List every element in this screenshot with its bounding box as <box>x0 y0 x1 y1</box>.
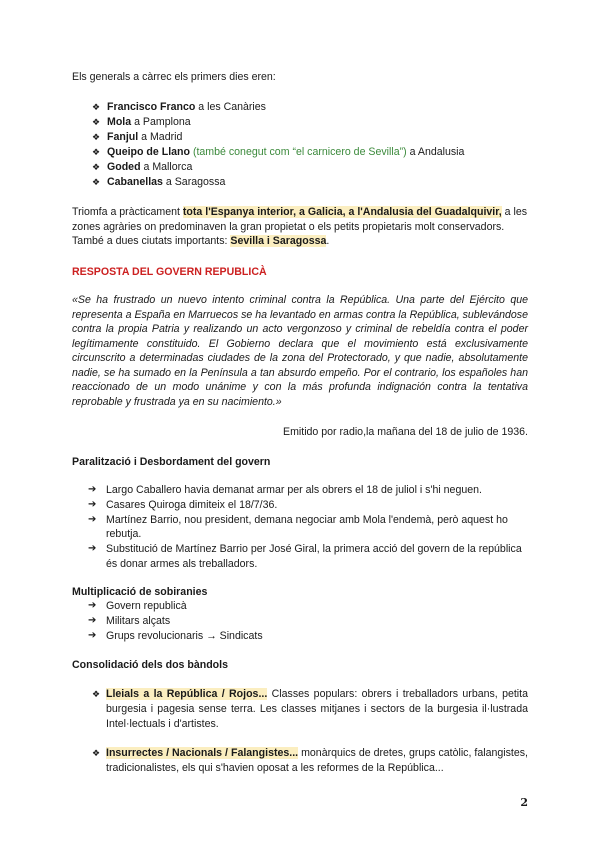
arrow-right-icon: ➔ <box>88 484 97 495</box>
list-item: ❖ Francisco Franco a les Canàries <box>92 101 266 113</box>
loyal-paragraph: ❖ Lleials a la República / Rojos... Classes populars: obrers i treballadors urbans, petita burgesia i pagesia sense terra. Les classes mitjanes i sectors de la burgesia il·lustrada Intel·lectuals i d'artistes. <box>92 688 528 730</box>
arrow-right-icon: ➔ <box>88 629 97 641</box>
general-note: (també conegut com “el carnicero de Sevilla”) <box>190 146 407 158</box>
diamond-bullet-icon: ❖ <box>92 177 101 187</box>
paralysis-list <box>88 483 528 572</box>
arrow-right-icon: ➔ <box>88 614 97 626</box>
quote-text: «Se ha frustrado un nuevo intento criminal contra la República. Una parte del Ejército que representa a España en Marruecos se ha levantado en armas contra la República, sublevándose contra la propia Patria y realizando un acto vergonzoso y criminal de rebeldía contra el poder legítimamente constituido. El Gobierno declara que el movimiento está exclusivamente circunscrito a determinadas ciudades de la zona del Protectorado, y que nadie, absolutamente nadie, se ha sumado en la Península a tan absurdo empeño. Por el contrario, los españoles han reaccionado de un modo unánime y con la más profunda indignación contra la tentativa reprobable y frustrada ya en su nacimiento.» <box>72 294 528 408</box>
diamond-bullet-icon: ❖ <box>92 689 101 699</box>
list-item: ➔ Grups revolucionaris → Sindicats <box>88 629 263 642</box>
diamond-bullet-icon: ❖ <box>92 132 101 142</box>
arrow-right-icon: ➔ <box>88 513 97 525</box>
diamond-bullet-icon: ❖ <box>92 102 101 112</box>
list-item: ➔ Militars alçats <box>88 614 171 627</box>
list-item: ➔ Martínez Barrio, nou president, demana negociar amb Mola l'endemà, però aquest ho rebutja. <box>88 513 508 541</box>
arrow-right-icon: ➔ <box>88 498 97 510</box>
rebel-paragraph: ❖ Insurrectes / Nacionals / Falangistes... monàrquics de dretes, grups catòlic, falangistes, tradicionalistes, els qui s'havien oposat a les reformes de la República... <box>92 747 528 774</box>
list-item: ➔ Casares Quiroga dimiteix el 18/7/36. <box>88 498 278 511</box>
highlight: Insurrectes / Nacionals / Falangistes... <box>106 747 299 759</box>
sovereignties-title: Multiplicació de sobiranies <box>72 586 208 598</box>
page-number: 2 <box>520 796 528 809</box>
highlight: Sevilla i Saragossa <box>230 235 327 247</box>
arrow-right-icon: ➔ <box>88 543 97 555</box>
list-item: ❖ Cabanellas a Saragossa <box>92 176 226 188</box>
paralysis-title: Paralització i Desbordament del govern <box>72 456 271 468</box>
diamond-bullet-icon: ❖ <box>92 117 101 127</box>
list-item: ❖ Fanjul a Madrid <box>92 131 183 143</box>
list-item: ➔ Substitució de Martínez Barrio per José Giral, la primera acció del govern de la república és donar armes als treballadors. <box>88 543 522 570</box>
intro-text: Els generals a càrrec els primers dies eren: <box>72 71 276 83</box>
list-item: ❖ Goded a Mallorca <box>92 161 193 173</box>
sovereignties-list <box>88 599 528 643</box>
list-item: ➔ Govern republicà <box>88 600 187 612</box>
diamond-bullet-icon: ❖ <box>92 147 101 157</box>
section-title: RESPOSTA DEL GOVERN REPUBLICÀ <box>72 266 267 278</box>
list-item: ❖ Mola a Pamplona <box>92 116 191 128</box>
diamond-bullet-icon: ❖ <box>92 162 101 172</box>
diamond-bullet-icon: ❖ <box>92 748 101 758</box>
list-item: ❖ Queipo de Llano (també conegut com “el carnicero de Sevilla”) a Andalusia <box>92 146 465 158</box>
consolidation-title: Consolidació dels dos bàndols <box>72 659 228 671</box>
generals-list <box>92 100 528 190</box>
arrow-right-icon: ➔ <box>88 600 97 611</box>
highlight: Lleials a la República / Rojos... <box>106 688 268 700</box>
triumph-paragraph: Triomfa a pràcticament tota l'Espanya interior, a Galicia, a l'Andalusia del Guadalquivir, a les zones agràries on predominaven la gran propietat o els petits propietaris molt conservadors. També a dues ciutats importants: Sevilla i Saragossa. <box>72 206 528 247</box>
highlight: tota l'Espanya interior, a Galicia, a l'Andalusia del Guadalquivir, <box>182 206 502 218</box>
list-item: ➔ Largo Caballero havia demanat armar per als obrers el 18 de juliol i s'hi neguen. <box>88 484 482 496</box>
quote-source: Emitido por radio,la mañana del 18 de julio de 1936. <box>283 426 528 438</box>
